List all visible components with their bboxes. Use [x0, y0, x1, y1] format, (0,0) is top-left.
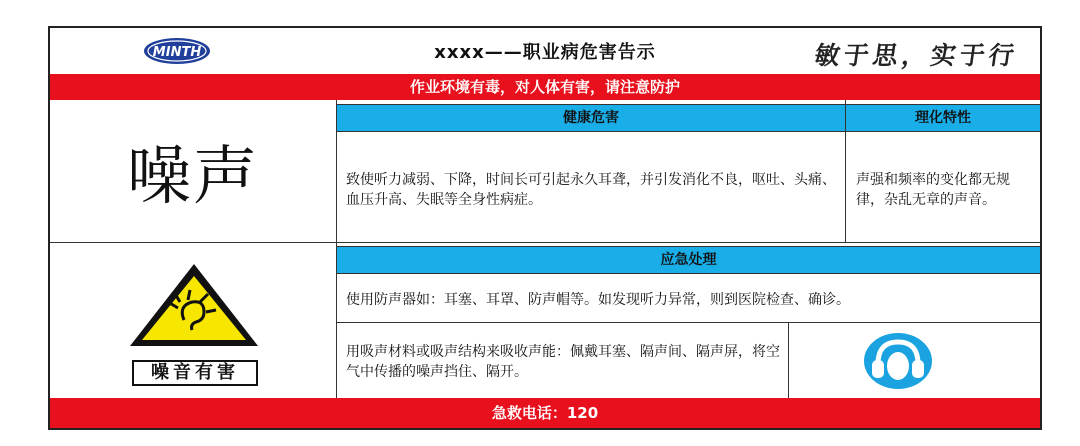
health-hazard-text: 致使听力减弱、下降，时间长可引起永久耳聋，并引发消化不良，呕吐、头痛、血压升高、失眠等全身性病症。: [346, 172, 836, 208]
notice-board: [48, 26, 1042, 430]
emergency-heading: 应急处理: [337, 246, 1040, 274]
emergency-phone-footer: 急救电话：120: [50, 398, 1040, 428]
divider: [50, 242, 1040, 243]
health-hazard-heading: 健康危害: [337, 104, 845, 132]
divider: [336, 322, 1040, 323]
ear-protection-icon: [862, 332, 934, 390]
noise-warning-icon: [126, 260, 262, 350]
motto-calligraphy: 敏于思，实于行: [812, 41, 1020, 70]
emergency-line-2: 用吸声材料或吸声结构来吸收声能：佩戴耳塞、隔声间、隔声屏，将空气中传播的噪声挡住、隔开。: [346, 344, 780, 380]
warning-sign-label: 噪音有害: [132, 360, 258, 386]
properties-heading: 理化特性: [846, 104, 1040, 132]
page-title: xxxx——职业病危害告示: [434, 42, 656, 63]
divider: [788, 322, 789, 398]
emergency-line-1: 使用防声器如：耳塞、耳罩、防声帽等。如发现听力异常，则到医院检查、确诊。: [346, 292, 850, 308]
hazard-name: 噪声: [127, 140, 259, 214]
logo-text: MINTH: [152, 45, 202, 60]
warning-banner: 作业环境有毒，对人体有害，请注意防护: [50, 74, 1040, 100]
properties-text: 声强和频率的变化都无规律，杂乱无章的声音。: [856, 172, 1010, 208]
header: [50, 28, 1040, 74]
